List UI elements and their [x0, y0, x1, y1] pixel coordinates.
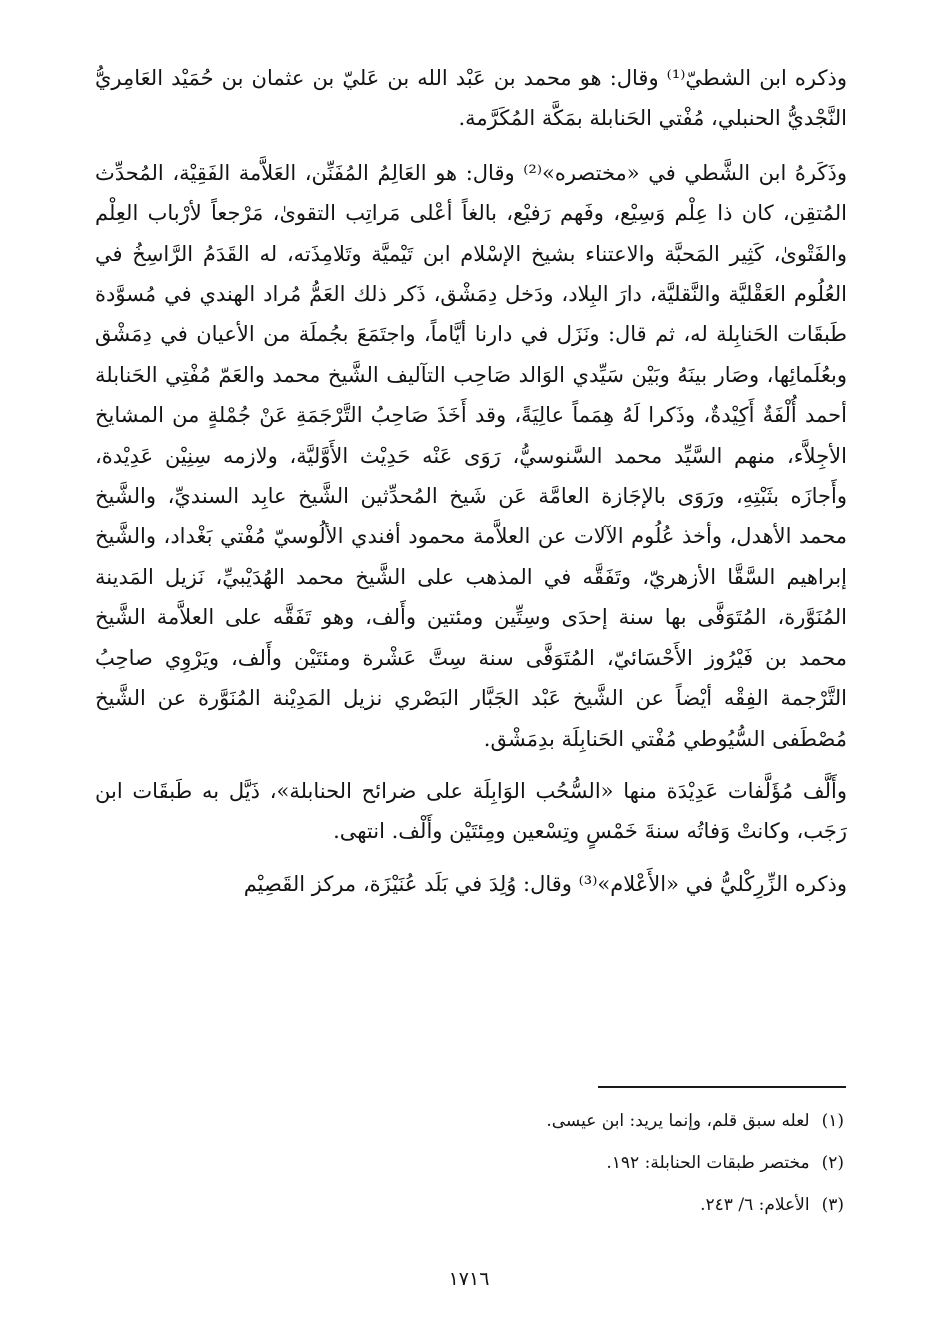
footnote-text: الأعلام: ٦/ ٢٤٣. — [700, 1195, 810, 1215]
paragraph-zirikli: وذكره الزِّرِكْليُّ في «الأَعْلام»⁽³⁾ وقال: وُلِدَ في بَلَد عُنَيْزَة، مركز القَصِيْم — [243, 871, 847, 896]
footnote-separator — [598, 1086, 846, 1088]
footnote-3 — [92, 1184, 844, 1226]
footnote-1 — [92, 1100, 844, 1142]
footnote-number: (٣) — [821, 1195, 844, 1215]
paragraph-works: وأَلَّف مُؤَلَّفات عَدِيْدَة منها «السُّحُب الوَابِلَة على ضرائح الحنابلة»، ذَيَّل به طَبقَات ابن رَجَب، وكانتْ وَفاتُه سنةَ خَمْسٍ وتِسْعين ومِئتَيْن وأَلْف. انتهى. — [95, 778, 847, 844]
footnotes — [92, 1100, 844, 1226]
paragraph-ibn-al-shatti-1: وذكره ابن الشطيّ⁽¹⁾ وقال: هو محمد بن عَبْد الله بن عَليّ بن عثمان بن حُمَيْد العَامِريُّ النَّجْديُّ الحنبلي، مُفْتي الحَنابلة بمَكَّة المُكَرَّمة. — [95, 66, 848, 131]
footnote-number: (١) — [821, 1111, 844, 1131]
footnote-text: مختصر طبقات الحنابلة: ١٩٢. — [606, 1153, 810, 1173]
paragraph-ibn-al-shatti-2: وذَكَرهُ ابن الشَّطي في «مختصره»⁽²⁾ وقال: هو العَالِمُ المُفَنِّن، العَلاَّمة الفَقِيْة، المُحدِّث المُتقِن، كان ذا عِلْم وَسِيْع، وفَهم رَفيْع، بالغاً أعْلى مَراتِب التقوىٰ، مَرْجعاً لأرْباب العِلْم والفَتْوىٰ، كَثِير المَحبَّة والاعتناء بشيخ الإسْلام ابن تَيْميَّة وتَلامِذَته، له القَدَمُ الرَّاسِخُ في العُلُوم العَقْليَّة والنَّقليَّة، دارَ البِلاد، ودَخل دِمَشْق، ذَكر ذلك العَمُّ مُراد الهندي في مُسوَّدة طَبقَات الحَنابِلة له، ثم قال: ونَزَل في دارنا أيَّاماً، واجتَمَعَ بجُملَة من الأعيان في دِمَشْق وبعُلَمائِها، وصَار بينَهُ وبَيْن سَيِّدي الوَالد صَاحِب التآليف الشَّيخ محمد والعَمّ مُفْتِي الحَنابلة أحمد أُلْفَةٌ أَكِيْدةٌ، وذَكرا لَهُ هِمَماً عالِيَةً، وقد أَخَذَ صَاحِبُ التَّرْجَمَةِ عَنْ جُمْلةٍ من المشايخ الأجِلاَّء، منهم السَّيِّد محمد السَّنوسيُّ، رَوَى عَنْه حَدِيْث الأَوَّليَّة، ولازمه سِنِيْن عَدِيْدة، وأَجازَه بثَبْتِهِ، ورَوَى بالإجَازة العامَّة عَن شَيخ المُحدِّثين الشَّيخ عابِد السنديِّ، والشَّيخ محمد الأهدل، وأخذ عُلُوم الآلات عن العلاَّمة محمود أفندي الألُوسيّ مُفْتي بَغْداد، والشَّيخ إبراهيم السَّقَّا الأزهريّ، وتَفَقَّه في المذهب على الشَّيخ محمد الهُدَيْبيِّ، نَزيل المَدينة المُنَوَّرة، المُتَوَفَّى بها سنة إحدَى وسِتِّين ومئتين وأَلف، وهو تَفَقَّه على العلاَّمة الشَّيخ محمد بن فَيْرُوز الأَحْسَائيّ، المُتَوَفَّى سنة سِتَّ عَشْرة ومئتَيْن وأَلف، ويَرْوِي صاحِبُ التَّرْجمة الفِقْه أيْضاً عن الشَّيخ عَبْد الجَبَّار البَصْري نزيل المَدِيْنة المُنَوَّرة عن الشَّيخ مُصْطَفى السُّيُوطي مُفْتي الحَنابِلَة بدِمَشْق. — [95, 160, 848, 751]
footnote-text: لعله سبق قلم، وإنما يريد: ابن عيسى. — [546, 1111, 810, 1131]
page-number: ١٧١٦ — [448, 1268, 490, 1290]
footnote-number: (٢) — [821, 1153, 844, 1173]
main-text — [95, 58, 847, 904]
footnote-2 — [92, 1142, 844, 1184]
